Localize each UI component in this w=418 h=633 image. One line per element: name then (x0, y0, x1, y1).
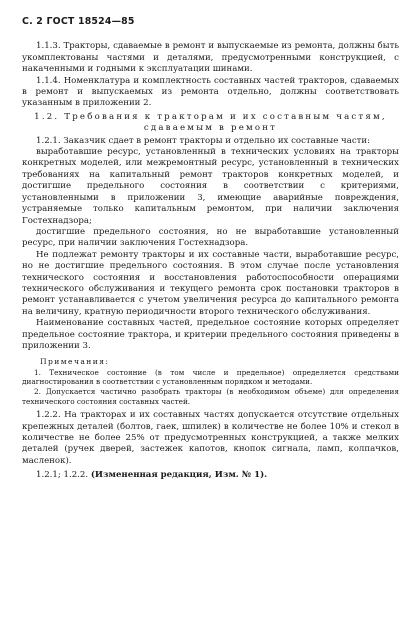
paragraph-1-2-1-d: Наименование составных частей, предельное состояние которых определяет предельное состояние трактора, и критерии предельного состояния приведены в приложении 3. (22, 318, 399, 351)
paragraph-1-2-1-b: достигшие предельного состояния, но не выработавшие установленный ресурс, при наличии заключения Гостехнадзора. (22, 226, 399, 249)
note-1: 1. Техническое состояние (в том числе и предельное) определяется средствами диагностирования в соответствии с установленным порядком и методами. (22, 367, 399, 387)
paragraph-1-1-4: 1.1.4. Номенклатура и комплектность составных частей тракторов, сдаваемых в ремонт и выпускаемых из ремонта отдельно, должны соответствовать указанным в приложении 2. (22, 75, 399, 109)
paragraph-1-2-1-c: Не подлежат ремонту тракторы и их составные части, выработавшие ресурс, но не достигшие предельного состояния. В этом случае после установления технического состояния и восстановления работоспособности операциями технического обслуживания и текущего ремонта срок постановки тракторов в ремонт устанавливается с учетом увеличения ресурса до капитального ремонта на величину, кратную периодичности второго технического обслуживания. (22, 249, 399, 317)
amendment-refs: 1.2.1; 1.2.2. (36, 470, 89, 481)
amendment-line (22, 470, 399, 481)
section-title: 1.2. Требования к тракторам и их составным частям, сдаваемым в ремонт (34, 111, 387, 134)
paragraph-1-2-2: 1.2.2. На тракторах и их составных частях допускается отсутствие отдельных крепежных деталей (болтов, гаек, шпилек) в количестве не более 10% и стекол в количестве не более 25% от предусмотренных конструкцией, а также мелких деталей (ручек дверей, застежек капотов, кнопок сигнала, ламп, колпачков, масленок). (22, 410, 399, 466)
paragraph-1-2-1: 1.2.1. Заказчик сдает в ремонт тракторы и отдельно их составные части: (36, 135, 371, 146)
notes-title: Примечания: (40, 357, 110, 367)
amendment-note: (Измененная редакция, Изм. № 1). (90, 470, 268, 481)
note-2: 2. Допускается частично разобрать тракторы (в необходимом объеме) для определения технического состояния составных частей. (22, 386, 399, 406)
paragraph-1-2-1-a: выработавшие ресурс, установленный в технических условиях на тракторы конкретных моделей, или межремонтный ресурс, установленный в технических требованиях на капитальный ремонт тракторов конкретных моделей, и достигшие предельного состояния в соответствии с критериями, установленными в приложении 3, имеющие аварийные повреждения, устраняемые только капитальным ремонтом, при наличии заключения Гостехнадзора; (22, 147, 399, 226)
paragraph-1-1-3: 1.1.3. Тракторы, сдаваемые в ремонт и выпускаемые из ремонта, должны быть укомплектованы частями и деталями, предусмотренными конструкцией, с накаченными и годными к эксплуатации шинами. (22, 41, 399, 75)
page-header: С. 2 ГОСТ 18524—85 (22, 16, 135, 27)
